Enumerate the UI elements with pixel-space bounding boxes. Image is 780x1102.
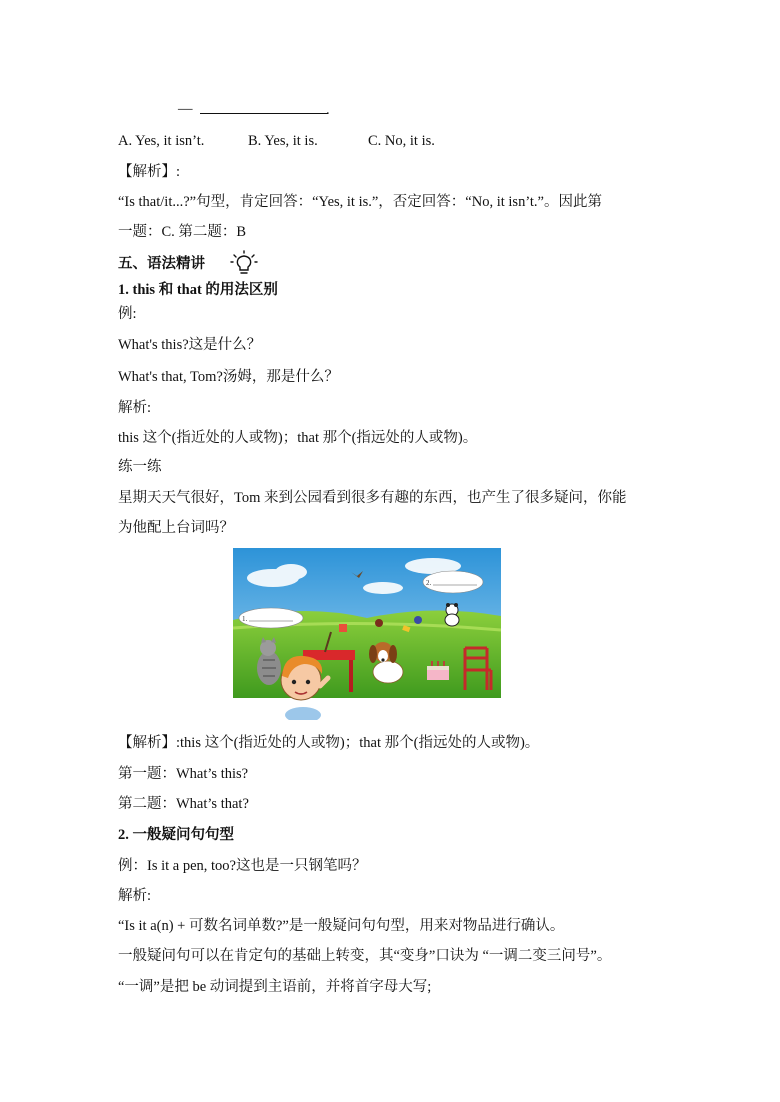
rule-line-1: “Is it a(n) + 可数名词单数?”是一般疑问句句型，用来对物品进行确认。 [118,918,565,934]
lightbulb-icon [230,250,258,276]
boy-character-icon [272,640,334,720]
practice-label: 练一练 [118,459,162,475]
this-that-explanation: this 这个(指近处的人或物)；that 那个(指远处的人或物)。 [118,430,478,446]
example-sentence-1: What's this?这是什么？ [118,337,262,353]
ball-icon [375,619,383,627]
gift-box-icon [339,624,347,632]
example-label: 例: [118,306,137,322]
blue-ball-icon [414,616,422,624]
practice-text-line2: 为他配上台词吗？ [118,520,234,536]
analysis-2: 【解析】:this 这个(指近处的人或物)；that 那个(指远处的人或物)。 [118,735,540,751]
speech-bubble-2 [423,571,483,593]
rule-line-2: 一般疑问句可以在肯定句的基础上转变，其“变身”口诀为 “一调二变三问号”。 [118,948,612,964]
analysis-text-line1: “Is that/it...?”句型，肯定回答：“Yes, it is.”，否定回答：“No, it isn’t.”。因此第 [118,194,602,210]
analysis-heading: 【解析】: [118,164,181,180]
bubble-2-label: 2. [426,579,432,587]
rule-line-3: “一调”是把 be 动词提到主语前，并将首字母大写; [118,979,432,995]
speech-bubble-1 [239,608,303,628]
option-b: B. Yes, it is. [248,133,318,149]
blank-period: . [326,102,330,118]
answer-1: 第一题：What’s this? [118,766,249,782]
analysis-text-line2: 一题：C. 第二题：B [118,224,247,240]
analysis-label-2: 解析: [118,888,152,904]
example-sentence-2: What's that, Tom?汤姆，那是什么？ [118,369,339,385]
dash-mark: — [178,101,193,117]
bubble-1-label: 1. [242,615,248,623]
option-c: C. No, it is. [368,133,435,149]
practice-text-line1: 星期天天气很好，Tom 来到公园看到很多有趣的东西，也产生了很多疑问，你能 [118,490,627,506]
point2-title: 2. 一般疑问句句型 [118,827,234,843]
section-title: 五、语法精讲 [118,256,205,272]
example-sentence-3: 例：Is it a pen, too?这也是一只钢笔吗？ [118,858,367,874]
analysis-label: 解析: [118,400,152,416]
option-a: A. Yes, it isn’t. [118,133,205,149]
point1-title: 1. this 和 that 的用法区别 [118,282,278,298]
answer-2: 第二题：What’s that? [118,796,249,812]
answer-blank [200,113,328,114]
